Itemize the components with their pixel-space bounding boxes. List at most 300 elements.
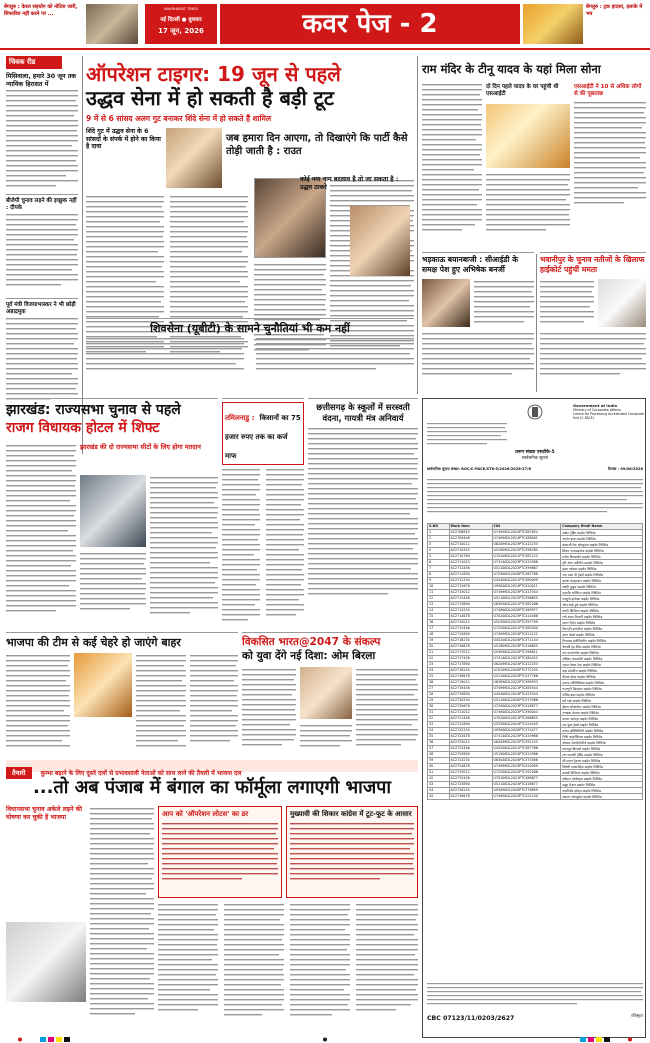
- table-cell-item: AC2723890: [449, 751, 492, 757]
- table-cell-sn: 13: [428, 601, 450, 607]
- table-cell-name: महावीर सर्विसेज प्राइवेट लिमिटेड: [561, 589, 643, 595]
- table-cell-cin: U52300DL2022PTC397799: [492, 619, 561, 625]
- punjab-side-head: विधानसभा चुनाव अकेले लड़ने की घोषणा कर चुकी है भाजपा: [6, 806, 83, 821]
- table-cell-cin: U52100DL2023PTC417766: [492, 673, 561, 679]
- header-left-promo[interactable]: [4, 4, 84, 44]
- table-cell-cin: U72900DL2020PTC367788: [492, 571, 561, 577]
- table-cell-sn: 45: [428, 793, 450, 799]
- punjab-box-lotus: [158, 806, 282, 898]
- table-cell-cin: U74900DL2020PTC369977: [492, 607, 561, 613]
- table-cell-sn: 35: [428, 733, 450, 739]
- table-cell-sn: 36: [428, 739, 450, 745]
- bjp-headline: भाजपा की टीम से कई चेहरे हो जाएंगे बाहर: [6, 636, 181, 649]
- table-cell-cin: U74999DL2024PTC388001: [492, 535, 561, 541]
- table-cell-cin: U45400DL2024PTC423344: [492, 691, 561, 697]
- amit-shah-photo: [6, 922, 86, 1002]
- table-cell-sn: 12: [428, 595, 450, 601]
- table-cell-item: AC2716678: [449, 643, 492, 649]
- table-cell-sn: 15: [428, 613, 450, 619]
- viksit-body-col3: [300, 723, 352, 755]
- table-cell-cin: U62099DL2023PTC412233: [492, 541, 561, 547]
- table-cell-cin: U52100DL2024PTC426677: [492, 781, 561, 787]
- bhaukal-story: [422, 252, 534, 394]
- table-cell-item: AC2712234: [449, 577, 492, 583]
- jharkhand-sub: झारखंड की दो राज्यसभा सीटों के लिए होगा मतदान: [80, 443, 201, 451]
- table-cell-name: हर्ष एग्रो प्राइवेट लिमिटेड: [561, 697, 643, 703]
- table-cell-sn: 19: [428, 637, 450, 643]
- masthead: [0, 0, 650, 50]
- bjp-body-col3: [190, 653, 238, 753]
- table-cell-item: AC2710012: [449, 541, 492, 547]
- table-cell-item: AC2726234: [449, 787, 492, 793]
- table-cell-cin: U51909DL2022PTC398765: [492, 547, 561, 553]
- bhaukal-headline: भड़काऊ बयानबाजी : सीआईडी के समक्ष पेश हुए अभिषेक बनर्जी: [422, 255, 519, 274]
- table-cell-sn: 42: [428, 775, 450, 781]
- header-rule: [0, 48, 650, 50]
- header-left-promo-text: बेंगलुरु : केरल सहयोग को नोटिस जारी, सिफारिश नहीं करने पर ...: [4, 4, 78, 17]
- notice-table-body: [428, 529, 643, 799]
- table-cell-item: AC2725012: [449, 769, 492, 775]
- table-cell-name: त्रिवेणी एक्सपोर्ट्स प्राइवेट लिमिटेड: [561, 763, 643, 769]
- table-cell-sn: 6: [428, 559, 450, 565]
- notice-ministry: Ministry of Corporate Affairs: [573, 408, 621, 412]
- table-cell-item: AC2726678: [449, 793, 492, 799]
- bhawanipur-body-b: [540, 331, 646, 391]
- lead-photo-shinde: [166, 128, 222, 188]
- table-cell-item: AC2719012: [449, 679, 492, 685]
- table-cell-name: पवनपुत्र बिल्डर्स प्राइवेट लिमिटेड: [561, 745, 643, 751]
- table-cell-name: कमल एस्टेट्स प्राइवेट लिमिटेड: [561, 715, 643, 721]
- table-cell-item: AC2715890: [449, 631, 492, 637]
- issue-date: 17 जून, 2026: [158, 27, 204, 35]
- table-cell-name: श्रद्धा फैशन प्राइवेट लिमिटेड: [561, 781, 643, 787]
- table-cell-name: आर्यन इन्फ्रा प्राइवेट लिमिटेड: [561, 535, 643, 541]
- ram-body-col2: [486, 172, 570, 242]
- abhishek-photo: [422, 279, 470, 327]
- col-cin: CIN: [492, 524, 561, 530]
- table-cell-name: उमंग वेंचर्स प्राइवेट लिमिटेड: [561, 631, 643, 637]
- notice-intro: [427, 477, 643, 521]
- quick-read-headline: मिसिवाला, हमारे 30 जून तक न्यायिक हिरासत में: [6, 73, 77, 88]
- jharkhand-headline-line1: झारखंड: राज्यसभा चुनाव से पहले: [6, 402, 181, 418]
- table-cell-name: ओम साईं टूर्स प्राइवेट लिमिटेड: [561, 601, 643, 607]
- table-cell-item: AC2708845: [449, 529, 492, 535]
- jharkhand-sub-box: [80, 443, 218, 473]
- table-cell-cin: U63040DL2020PTC375588: [492, 757, 561, 763]
- bhaukal-body-b: [422, 331, 534, 391]
- notice-closing: [427, 981, 643, 1011]
- header-right-promo-text: बेंगलुरु : ट्रक हादसा, इलाके में भय: [586, 4, 643, 17]
- lead-quote-text: जब हमारा दिन आएगा, तो दिखाएंगे कि पार्टी कैसे तोड़ी जाती है : राउत: [226, 133, 408, 157]
- table-cell-name: आशीर्वाद इवेंट्स प्राइवेट लिमिटेड: [561, 787, 643, 793]
- table-cell-cin: U93090DL2022PTC398811: [492, 649, 561, 655]
- bjp-photo: [74, 653, 132, 717]
- table-cell-sn: 30: [428, 703, 450, 709]
- punjab-story: [6, 774, 418, 1036]
- viksit-headline-line1: विकसित भारत@2047 के संकल्प: [242, 636, 381, 648]
- table-cell-sn: 9: [428, 577, 450, 583]
- notice-ref-line: [427, 467, 643, 475]
- table-cell-item: AC2713012: [449, 589, 492, 595]
- table-cell-item: AC2721012: [449, 709, 492, 715]
- tayari-ribbon: [6, 760, 418, 777]
- uddhav-photo: [350, 206, 410, 276]
- table-cell-cin: U63040DL2021PTC382266: [492, 601, 561, 607]
- table-cell-cin: U70109DL2020PTC372255: [492, 667, 561, 673]
- ram-headline: राम मंदिर के टीनू यादव के यहां मिला सोना: [422, 62, 601, 76]
- table-cell-name: अक्षत ट्रेडिंग प्राइवेट लिमिटेड: [561, 529, 643, 535]
- shivsena-body: [86, 336, 414, 392]
- table-cell-item: AC2711023: [449, 559, 492, 565]
- table-cell-sn: 29: [428, 697, 450, 703]
- notice-gov-title: Government of India: [573, 403, 618, 408]
- notice-centre: Centre for Processing Accelerated Corporate Exit (C-PACE): [573, 412, 644, 420]
- table-cell-item: AC2709446: [449, 535, 492, 541]
- bjp-story: [6, 632, 238, 756]
- punjab-box2-body: [290, 819, 414, 889]
- table-cell-cin: U74999DL2024PTC421122: [492, 631, 561, 637]
- table-cell-sn: 1: [428, 529, 450, 535]
- table-cell-sn: 11: [428, 589, 450, 595]
- chhattisgarh-body: [308, 424, 418, 614]
- header-date-box: [145, 4, 217, 44]
- mamata-photo: [598, 279, 646, 327]
- table-cell-cin: U93090DL2020PTC376699: [492, 787, 561, 793]
- table-cell-cin: U74900DL2023PTC421100: [492, 793, 561, 799]
- table-cell-cin: U72200DL2021PTC383300: [492, 625, 561, 631]
- table-cell-item: AC2715012: [449, 619, 492, 625]
- punjab-body-col2: [158, 902, 418, 1030]
- ram-side-body: [574, 98, 646, 228]
- table-cell-sn: 39: [428, 757, 450, 763]
- table-cell-name: ईशान सॉफ्टवेयर प्राइवेट लिमिटेड: [561, 703, 643, 709]
- table-cell-cin: U45200DL2020PTC371144: [492, 637, 561, 643]
- table-cell-cin: U62099DL2022PTC391155: [492, 739, 561, 745]
- table-cell-cin: U70109DL2021PTC381122: [492, 553, 561, 559]
- jharkhand-headline-line2: राजग विधायक होटल में शिफ्ट: [6, 420, 160, 436]
- table-cell-name: बालाजी टेक सॉल्यूशंस प्राइवेट लिमिटेड: [561, 541, 643, 547]
- table-cell-sn: 24: [428, 667, 450, 673]
- table-cell-sn: 4: [428, 547, 450, 553]
- table-cell-name: हरि ओम मार्केटिंग प्राइवेट लिमिटेड: [561, 559, 643, 565]
- table-row: [428, 793, 643, 799]
- table-cell-cin: U70109DL2021PTC388877: [492, 775, 561, 781]
- quick-read-body-3: [6, 316, 78, 406]
- table-cell-item: AC2715456: [449, 625, 492, 631]
- city-day: नई दिल्ली ● बुधवार: [160, 17, 202, 23]
- table-cell-name: भारत नेक्स्ट टेक प्राइवेट लिमिटेड: [561, 661, 643, 667]
- shivsena-story: [86, 318, 414, 394]
- table-cell-sn: 2: [428, 535, 450, 541]
- table-cell-item: AC2714234: [449, 607, 492, 613]
- table-cell-cin: U74999DL2021PTC385544: [492, 685, 561, 691]
- punjab-box1-head: आप को 'ऑपरेशन लोटस' का डर: [162, 810, 249, 818]
- quick-read-sub3: पूर्व मंत्री विजयाभास्कर ने भी छोड़ी अन्नाद्रमुक: [6, 298, 78, 316]
- table-cell-name: लव कुश ट्रेडर्स प्राइवेट लिमिटेड: [561, 721, 643, 727]
- table-cell-item: AC2713456: [449, 595, 492, 601]
- table-cell-sn: 7: [428, 565, 450, 571]
- table-cell-cin: U74140DL2023PTC419988: [492, 733, 561, 739]
- quick-read-column: [6, 56, 78, 456]
- lead-sidebar-head: शिंदे गुट में उद्धव सेना के 6 सांसदों के संपर्क में होने का किया है दावा: [86, 128, 161, 151]
- table-cell-sn: 22: [428, 655, 450, 661]
- notice-table-wrap: [427, 523, 643, 971]
- table-cell-sn: 41: [428, 769, 450, 775]
- table-cell-sn: 34: [428, 727, 450, 733]
- table-cell-name: नवदुर्गा इम्पेक्स प्राइवेट लिमिटेड: [561, 595, 643, 601]
- chhattisgarh-story: [308, 398, 418, 628]
- table-cell-sn: 18: [428, 631, 450, 637]
- col-name: Company Hindi Name: [561, 524, 643, 530]
- table-cell-cin: U62099DL2024PTC422233: [492, 661, 561, 667]
- table-cell-sn: 23: [428, 661, 450, 667]
- table-cell-cin: U74140DL2021PTC384422: [492, 655, 561, 661]
- column-rule-right: [536, 254, 537, 392]
- table-cell-cin: U51100DL2020PTC373366: [492, 697, 561, 703]
- table-cell-name: ओजस टेक्नोलॉजीज प्राइवेट लिमिटेड: [561, 739, 643, 745]
- table-cell-name: लक्ष्मी फूड्स प्राइवेट लिमिटेड: [561, 583, 643, 589]
- table-cell-sn: 8: [428, 571, 450, 577]
- table-cell-cin: U72200DL2022PTC392266: [492, 769, 561, 775]
- table-cell-sn: 38: [428, 751, 450, 757]
- table-cell-sn: 25: [428, 673, 450, 679]
- table-cell-cin: U51909DL2023PTC416655: [492, 643, 561, 649]
- punjab-box1-body: [162, 819, 278, 889]
- bhawanipur-body-a: [540, 279, 594, 329]
- table-cell-item: AC2721890: [449, 721, 492, 727]
- table-cell-item: AC2723456: [449, 745, 492, 751]
- uddhav-box: [300, 176, 412, 296]
- lead-sidebar: [86, 128, 164, 188]
- table-cell-item: AC2722678: [449, 733, 492, 739]
- table-cell-cin: U52300DL2024PTC424455: [492, 721, 561, 727]
- table-cell-sn: 31: [428, 709, 450, 715]
- table-cell-name: यश एंटरटेनमेंट प्राइवेट लिमिटेड: [561, 649, 643, 655]
- table-cell-name: श्री श्याम ट्रैवल्स प्राइवेट लिमिटेड: [561, 757, 643, 763]
- table-cell-name: गोविंद इंफ्रा प्राइवेट लिमिटेड: [561, 691, 643, 697]
- table-cell-item: AC2721456: [449, 715, 492, 721]
- table-cell-item: AC2718678: [449, 673, 492, 679]
- table-cell-sn: 40: [428, 763, 450, 769]
- table-cell-sn: 43: [428, 781, 450, 787]
- ram-side: [574, 84, 646, 244]
- table-cell-sn: 44: [428, 787, 450, 793]
- jharkhand-body-col3: [80, 551, 146, 623]
- viksit-body-col1: [242, 667, 296, 755]
- table-cell-cin: U70200DL2023PTC414488: [492, 613, 561, 619]
- table-cell-name: गणेश बिल्डकॉन प्राइवेट लिमिटेड: [561, 553, 643, 559]
- quick-read-body-2: [6, 212, 78, 292]
- bhawanipur-story: [540, 252, 646, 394]
- om-birla-photo: [300, 667, 352, 719]
- table-cell-sn: 21: [428, 649, 450, 655]
- punjab-box2-head: मुख्यावी की शिकार कांग्रेस में टूट-फूट के आसार: [290, 810, 412, 818]
- quick-read-body-1: [6, 88, 78, 188]
- notice-ref: सार्वजनिक सूचना संख्या: ROC/C-PACE/STK-5/2026/2026-27/6: [427, 467, 531, 471]
- bjp-body-col1: [6, 653, 70, 753]
- quick-read-tag: चिवक रीड: [6, 56, 62, 69]
- table-cell-item: AC2725890: [449, 781, 492, 787]
- ram-story: [422, 62, 646, 250]
- table-cell-name: विनायक इंजीनियरिंग प्राइवेट लिमिटेड: [561, 637, 643, 643]
- viksit-headline-line2: को युवा देंगे नई दिशा: ओम बिरला: [242, 650, 376, 662]
- table-cell-name: तिरुपति इन्फोटेक प्राइवेट लिमिटेड: [561, 625, 643, 631]
- table-cell-cin: U51909DL2024PTC425566: [492, 751, 561, 757]
- table-cell-item: AC2710355: [449, 547, 492, 553]
- table-cell-item: AC2723012: [449, 739, 492, 745]
- jharkhand-story: [6, 398, 218, 628]
- table-cell-item: AC2725456: [449, 775, 492, 781]
- uddhav-box-head: कोई नया नाम बदलाव है तो जा सकता है : उद्धव ठाकरे: [300, 176, 399, 191]
- table-cell-item: AC2720234: [449, 697, 492, 703]
- punjab-box-congress: [286, 806, 418, 898]
- jharkhand-body-col2: [150, 475, 218, 623]
- tayari-text: कुम्भा बढ़ाने के लिए दूसरे दलों से प्रभावशाली नेताओं को साथ लाने की तैयारी में भाजपा दल: [40, 770, 242, 777]
- table-cell-name: चंद्रा प्रॉपर्टीज प्राइवेट लिमिटेड: [561, 667, 643, 673]
- table-cell-name: एकता लॉजिस्टिक्स प्राइवेट लिमिटेड: [561, 679, 643, 685]
- table-cell-name: राम जानकी ट्रेडिंग प्राइवेट लिमिटेड: [561, 751, 643, 757]
- punjab-headline: ...तो अब पंजाब में बंगाल का फॉर्मूला लगाएगी भाजपा: [32, 777, 392, 798]
- page-title-band: [220, 4, 520, 44]
- table-cell-name: सागर रिटेल प्राइवेट लिमिटेड: [561, 619, 643, 625]
- table-cell-sn: 5: [428, 553, 450, 559]
- tamil-story: [222, 398, 304, 628]
- bhaukal-body-a: [474, 279, 534, 329]
- table-cell-name: वर्धमान प्रोजेक्ट्स प्राइवेट लिमिटेड: [561, 775, 643, 781]
- table-cell-cin: U70200DL2021PTC386655: [492, 715, 561, 721]
- table-cell-cin: U45400DL2021PTC380099: [492, 577, 561, 583]
- viksit-body-col2: [356, 667, 418, 755]
- header-right-promo[interactable]: [586, 4, 648, 44]
- notice-table: [427, 523, 643, 800]
- bhawanipur-headline: भवानीपुर के चुनाव नतीजों के खिलाफ हाईकोर्ट पहुंचीं ममता: [540, 255, 645, 274]
- jharkhand-body-col1: [6, 443, 76, 623]
- column-rule-center: [417, 56, 418, 394]
- notice-sign: रजिस्ट्रार: [631, 1013, 643, 1018]
- table-cell-item: AC2714678: [449, 613, 492, 619]
- table-cell-item: AC2717456: [449, 655, 492, 661]
- ram-caption-box: [486, 84, 570, 102]
- quick-read-sub2: बीजेपी चुनाव लड़ने की इच्छुक नहीं : दीपके: [6, 194, 78, 212]
- tamil-label: तमिलनाडु :: [225, 414, 255, 422]
- punjab-side: [6, 806, 86, 1032]
- table-cell-item: AC2724678: [449, 763, 492, 769]
- notice-hindi-title: प्ररूप संख्या एसटीके-5: [515, 450, 555, 455]
- table-cell-name: अंबिका कंसल्टेंसी प्राइवेट लिमिटेड: [561, 655, 643, 661]
- table-cell-item: AC2724234: [449, 757, 492, 763]
- table-cell-sn: 3: [428, 541, 450, 547]
- notice-emblem: [517, 403, 553, 421]
- bjp-body-col2: [136, 653, 186, 753]
- table-cell-cin: U52100DL2022PTC399887: [492, 565, 561, 571]
- table-cell-name: प्रगति डिजिटल प्राइवेट लिमिटेड: [561, 607, 643, 613]
- table-cell-item: AC2717890: [449, 661, 492, 667]
- table-cell-cin: U93000DL2024PTC420011: [492, 583, 561, 589]
- table-cell-item: AC2713890: [449, 601, 492, 607]
- tamil-box: [222, 402, 304, 465]
- punjab-body-col1: [90, 806, 154, 1032]
- lead-headline-line2: उद्धव सेना में हो सकती है बड़ी टूट: [86, 86, 334, 110]
- table-cell-sn: 27: [428, 685, 450, 691]
- header-left-photo: [86, 4, 138, 44]
- lead-headline-line1: ऑपरेशन टाइगर: 19 जून से पहले: [86, 62, 341, 86]
- table-cell-name: संकल्प सॉल्यूशंस प्राइवेट लिमिटेड: [561, 793, 643, 799]
- table-cell-name: दीपक होम्स प्राइवेट लिमिटेड: [561, 673, 643, 679]
- lead-quote: [226, 132, 416, 172]
- col-work: Work Item: [449, 524, 492, 530]
- table-cell-name: जगदंबा मेटल्स प्राइवेट लिमिटेड: [561, 709, 643, 715]
- notice-hindi-sub: सार्वजनिक सूचना: [521, 455, 549, 460]
- ram-body-col1: [422, 82, 482, 242]
- table-cell-sn: 17: [428, 625, 450, 631]
- table-cell-item: AC2716234: [449, 637, 492, 643]
- public-notice: [422, 398, 646, 1038]
- notice-date: दिनांक : 09/06/2026: [607, 467, 643, 471]
- table-cell-name: वैष्णवी ट्रेड लिंक प्राइवेट लिमिटेड: [561, 643, 643, 649]
- jharkhand-photo: [80, 475, 146, 547]
- notice-title-block: [423, 449, 647, 465]
- table-cell-cin: U74999DL2023PTC420099: [492, 763, 561, 769]
- table-cell-item: AC2722234: [449, 727, 492, 733]
- table-cell-name: राधे श्याम रियल्टी प्राइवेट लिमिटेड: [561, 613, 643, 619]
- table-cell-cin: U51100DL2022PTC396655: [492, 595, 561, 601]
- column-rule-left: [82, 56, 83, 454]
- registration-bar: [0, 1036, 650, 1043]
- table-cell-sn: 10: [428, 583, 450, 589]
- table-cell-cin: U45200DL2021PTC387766: [492, 745, 561, 751]
- table-cell-item: AC2719456: [449, 685, 492, 691]
- table-cell-name: निधि फाइनेंशियल प्राइवेट लिमिटेड: [561, 733, 643, 739]
- tamil-headline: किसानों का 75 हजार रुपए तक का कर्ज माफ: [225, 414, 301, 460]
- edition-label: NAVBHARAT TIMES: [164, 7, 198, 11]
- ashoka-emblem-icon: [517, 403, 553, 421]
- page-title: कवर पेज - 2: [302, 9, 438, 39]
- table-cell-sn: 14: [428, 607, 450, 613]
- table-cell-sn: 33: [428, 721, 450, 727]
- table-cell-name: इंडस ग्लोबल प्राइवेट लिमिटेड: [561, 565, 643, 571]
- table-cell-sn: 20: [428, 643, 450, 649]
- notice-footer-code: CBC 07123/11/0203/2627: [427, 1015, 515, 1022]
- table-cell-item: AC2711456: [449, 565, 492, 571]
- table-cell-item: AC2718234: [449, 667, 492, 673]
- table-cell-cin: U74900DL2022PTC390044: [492, 709, 561, 715]
- table-cell-name: फाल्गुनी क्रिएशंस प्राइवेट लिमिटेड: [561, 685, 643, 691]
- col-sn: S.NO: [428, 524, 450, 530]
- table-cell-sn: 16: [428, 619, 450, 625]
- lead-strap: 9 में से 6 सांसद अलग गुट बनाकर शिंदे सेना में हो सकते हैं शामिल: [86, 114, 272, 123]
- table-cell-name: उत्कर्ष डिजिटल प्राइवेट लिमिटेड: [561, 769, 643, 775]
- table-cell-item: AC2720678: [449, 703, 492, 709]
- notice-left-address: [427, 421, 507, 447]
- table-cell-name: कृष्णा कंस्ट्रक्शन प्राइवेट लिमिटेड: [561, 577, 643, 583]
- ram-photo: [486, 104, 570, 168]
- tamil-body: [222, 465, 304, 649]
- header-right-photo: [523, 4, 583, 44]
- table-cell-item: AC2711890: [449, 571, 492, 577]
- shivsena-headline: शिवसेना (यूबीटी) के सामने चुनौतियां भी कम नहीं: [150, 322, 350, 335]
- table-cell-sn: 37: [428, 745, 450, 751]
- table-cell-item: AC2710789: [449, 553, 492, 559]
- viksit-story: [242, 632, 418, 756]
- table-cell-cin: U93000DL2020PTC374477: [492, 727, 561, 733]
- table-cell-item: AC2719890: [449, 691, 492, 697]
- table-cell-item: AC2717012: [449, 649, 492, 655]
- table-cell-cin: U74140DL2023PTC415566: [492, 559, 561, 565]
- table-cell-cin: U74999DL2023PTC413344: [492, 589, 561, 595]
- table-cell-name: जय माता दी ट्रेडर्स प्राइवेट लिमिटेड: [561, 571, 643, 577]
- table-cell-item: AC2712678: [449, 583, 492, 589]
- ram-side-head: एसआईटी ने 10 से अधिक लोगों से की पूछताछ: [574, 84, 642, 97]
